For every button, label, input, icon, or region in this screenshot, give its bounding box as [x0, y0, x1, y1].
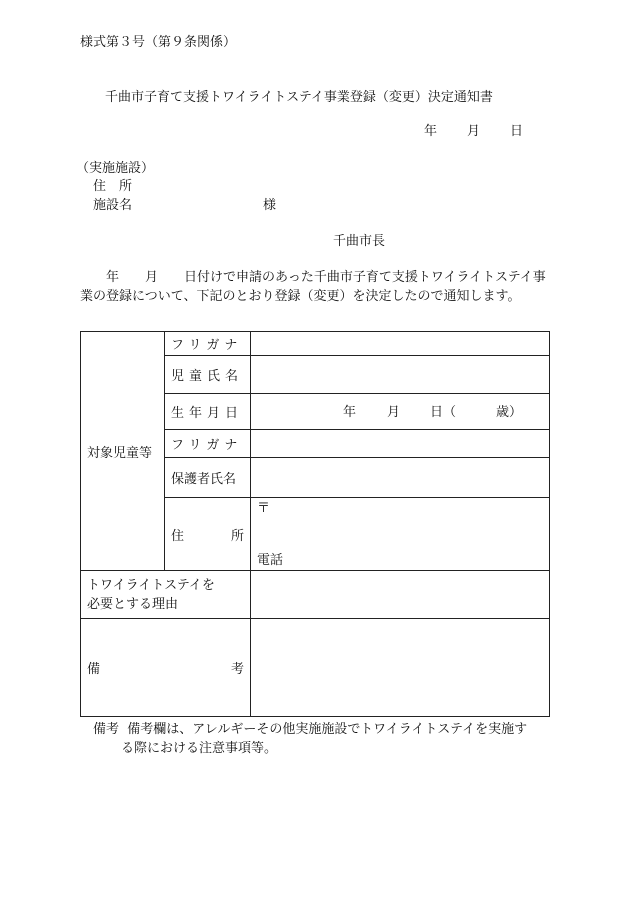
birth-year: 年 [343, 405, 357, 420]
application-table [80, 331, 550, 717]
form-number: 様式第３号（第９条関係） [80, 35, 237, 50]
address-label: 住 所 [93, 179, 133, 194]
address-char-1: 住 [171, 528, 185, 544]
date-year: 年 [424, 124, 438, 139]
facility-label: 施設名 [93, 198, 133, 213]
child-furigana-label: フリガナ [165, 332, 251, 356]
reason-field[interactable] [251, 571, 550, 619]
document-title: 千曲市子育て支援トワイライトステイ事業登録（変更）決定通知書 [105, 90, 493, 105]
issuer: 千曲市長 [333, 234, 386, 249]
reason-line-2: 必要とする理由 [87, 596, 179, 612]
child-furigana-field[interactable] [251, 332, 550, 356]
phone-label: 電話 [257, 553, 284, 568]
note-line-2: る際における注意事項等。 [121, 741, 278, 756]
remarks-label [81, 619, 251, 717]
note-line-1: 備考欄は、アレルギーその他実施施設でトワイライトステイを実施す [127, 722, 528, 737]
address-field[interactable] [251, 498, 550, 571]
child-name-label: 児童氏名 [165, 356, 251, 394]
date-month: 月 [467, 124, 481, 139]
honorific: 様 [263, 198, 277, 213]
postal-mark: 〒 [257, 501, 271, 516]
remarks-char-1: 備 [87, 662, 101, 677]
birth-month: 月 [387, 405, 401, 420]
reason-line-1: トワイライトステイを [87, 577, 215, 593]
guardian-name-label: 保護者氏名 [165, 458, 251, 498]
address-char-2: 所 [230, 528, 244, 544]
birthdate-label: 生年月日 [165, 394, 251, 430]
age: 歳） [496, 405, 523, 420]
birthdate-field[interactable] [251, 394, 550, 430]
guardian-name-field[interactable] [251, 458, 550, 498]
remarks-char-2: 考 [230, 662, 244, 677]
birth-day: 日（ [430, 405, 457, 420]
reason-label [81, 571, 251, 619]
footer-note [93, 720, 553, 758]
group-label: 対象児童等 [81, 332, 165, 571]
child-name-field[interactable] [251, 356, 550, 394]
guardian-furigana-label: フリガナ [165, 430, 251, 458]
note-label: 備考 [93, 722, 120, 737]
remarks-field[interactable] [251, 619, 550, 717]
address-row-label [165, 498, 251, 571]
body-paragraph: 年 月 日付けで申請のあった千曲市子育て支援トワイライトステイ事業の登録について、下記のとおり登録（変更）を決定したので通知します。 [80, 270, 546, 304]
guardian-furigana-field[interactable] [251, 430, 550, 458]
recipient-heading: （実施施設） [76, 161, 155, 176]
date-day: 日 [510, 124, 524, 139]
